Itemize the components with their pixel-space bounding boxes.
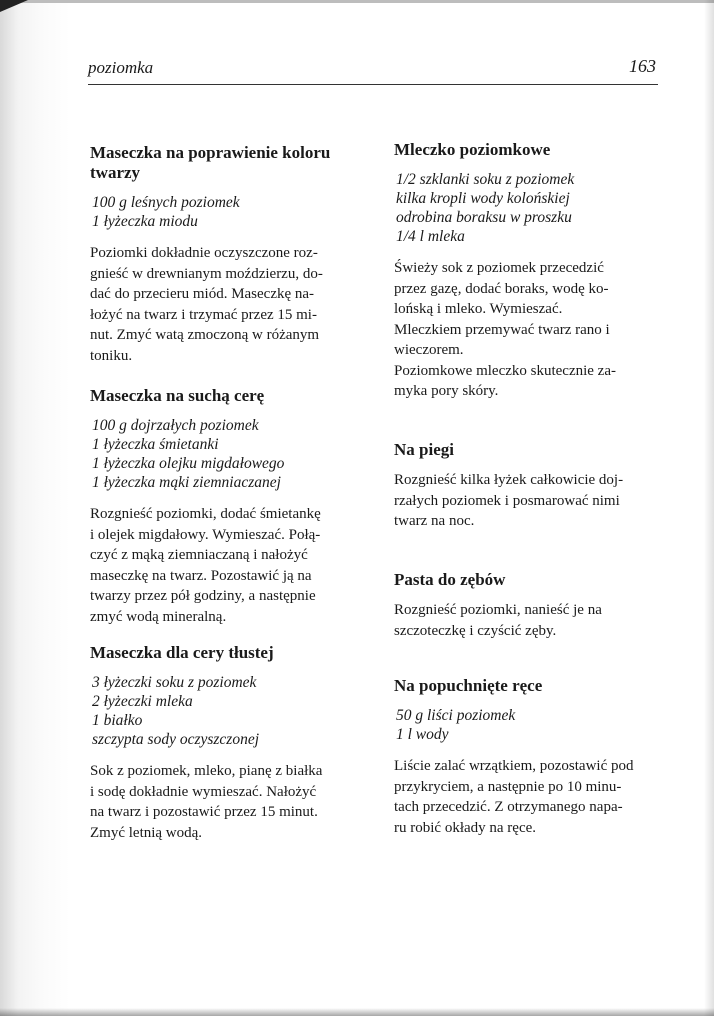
- method-line: Świeży sok z poziomek przecedzić: [394, 260, 604, 276]
- ingredient-item: 1 łyżeczka śmietanki: [92, 436, 219, 453]
- ingredient-item: 1 łyżeczka miodu: [92, 213, 198, 230]
- method-line: dać do przecieru miód. Maseczkę na-: [90, 286, 315, 302]
- method-line: ru robić okłady na ręce.: [394, 819, 537, 836]
- method-line: Rozgnieść poziomki, dodać śmietankę: [90, 506, 321, 522]
- ingredient-item: 50 g liści poziomek: [396, 707, 516, 724]
- method-line: czyć z mąką ziemniaczaną i nałożyć: [90, 547, 308, 563]
- method-line: przykryciem, a następnie po 10 minu-: [394, 778, 622, 795]
- method-line: nut. Zmyć watą zmoczoną w różanym: [90, 327, 320, 343]
- recipe-block: [90, 643, 362, 843]
- page-header: [88, 58, 658, 85]
- page-number: 163: [629, 56, 656, 76]
- recipe-title: Mleczko poziomkowe: [394, 140, 551, 159]
- recipe-method: [90, 504, 362, 627]
- recipe-block: [394, 440, 668, 532]
- method-line: wieczorem.: [394, 342, 464, 358]
- ingredient-item: 100 g leśnych poziomek: [92, 194, 240, 211]
- top-edge-rule: [0, 0, 714, 3]
- method-line: myka pory skóry.: [394, 383, 499, 399]
- recipe-title: Maseczka na poprawienie koloru twarzy: [90, 143, 331, 182]
- recipe-method: [394, 258, 668, 402]
- method-line: maseczkę na twarz. Pozostawić ją na: [90, 567, 312, 584]
- method-line: rzałych poziomek i posmarować nimi: [394, 492, 620, 509]
- method-line: twarzy przez pół godziny, a następnie: [90, 588, 316, 604]
- method-line: Sok z poziomek, mleko, pianę z białka: [90, 763, 323, 779]
- method-line: Rozgnieść kilka łyżek całkowicie doj-: [394, 472, 624, 488]
- method-line: łożyć na twarz i trzymać przez 15 mi-: [90, 306, 317, 323]
- method-line: Poziomki dokładnie oczyszczone roz-: [90, 245, 318, 261]
- recipe-title: Maseczka dla cery tłustej: [90, 643, 274, 662]
- running-title: poziomka: [88, 58, 154, 77]
- method-line: tach przecedzić. Z otrzymanego napa-: [394, 799, 623, 815]
- method-line: gnieść w drewnianym moździerzu, do-: [90, 265, 323, 282]
- corner-mark: [0, 0, 28, 12]
- ingredient-item: 1 l wody: [396, 726, 449, 743]
- method-line: Zmyć letnią wodą.: [90, 824, 203, 841]
- recipe-block: [90, 386, 362, 627]
- recipe-title: Pasta do zębów: [394, 570, 506, 589]
- bottom-edge-shadow: [0, 1008, 714, 1016]
- ingredient-item: kilka kropli wody kolońskiej: [396, 190, 570, 207]
- ingredient-item: 100 g dojrzałych poziomek: [92, 417, 259, 434]
- ingredient-list: [92, 673, 362, 749]
- method-line: toniku.: [90, 347, 133, 364]
- recipe-method: [394, 756, 668, 838]
- recipe-method: [394, 600, 668, 641]
- method-line: szczoteczkę i czyścić zęby.: [394, 622, 557, 639]
- method-line: twarz na noc.: [394, 513, 475, 529]
- ingredient-item: 1 łyżeczka mąki ziemniaczanej: [92, 474, 281, 491]
- ingredient-item: 2 łyżeczki mleka: [92, 693, 193, 710]
- recipe-title: Na popuchnięte ręce: [394, 676, 543, 695]
- method-line: Poziomkowe mleczko skutecznie za-: [394, 362, 616, 379]
- method-line: Liście zalać wrzątkiem, pozostawić pod: [394, 758, 634, 774]
- ingredient-item: 1/2 szklanki soku z poziomek: [396, 171, 575, 188]
- recipe-method: [90, 761, 362, 843]
- recipe-block: [394, 676, 668, 838]
- page-edge-shadow: [704, 0, 714, 1016]
- recipe-title: Na piegi: [394, 440, 454, 459]
- recipe-method: [90, 243, 362, 366]
- method-line: lońską i mleko. Wymieszać.: [394, 301, 563, 317]
- method-line: Mleczkiem przemywać twarz rano i: [394, 321, 610, 338]
- ingredient-list: [92, 193, 362, 231]
- recipe-method: [394, 470, 668, 532]
- method-line: i olejek migdałowy. Wymieszać. Połą-: [90, 526, 321, 543]
- method-line: zmyć wodą mineralną.: [90, 608, 227, 625]
- method-line: na twarz i pozostawić przez 15 minut.: [90, 804, 318, 820]
- ingredient-list: [396, 170, 668, 246]
- ingredient-item: odrobina boraksu w proszku: [396, 209, 572, 226]
- recipe-title: Maseczka na suchą cerę: [90, 386, 265, 405]
- ingredient-list: [92, 416, 362, 492]
- ingredient-item: 1 łyżeczka olejku migdałowego: [92, 455, 285, 472]
- ingredient-list: [396, 706, 668, 744]
- ingredient-item: szczypta sody oczyszczonej: [92, 731, 260, 748]
- method-line: i sodę dokładnie wymieszać. Nałożyć: [90, 783, 317, 800]
- recipe-block: [90, 143, 362, 366]
- method-line: przez gazę, dodać boraks, wodę ko-: [394, 280, 609, 297]
- ingredient-item: 3 łyżeczki soku z poziomek: [92, 674, 257, 691]
- recipe-block: [394, 140, 668, 402]
- method-line: Rozgnieść poziomki, nanieść je na: [394, 602, 602, 618]
- recipe-block: [394, 570, 668, 641]
- ingredient-item: 1 białko: [92, 712, 143, 729]
- ingredient-item: 1/4 l mleka: [396, 228, 465, 245]
